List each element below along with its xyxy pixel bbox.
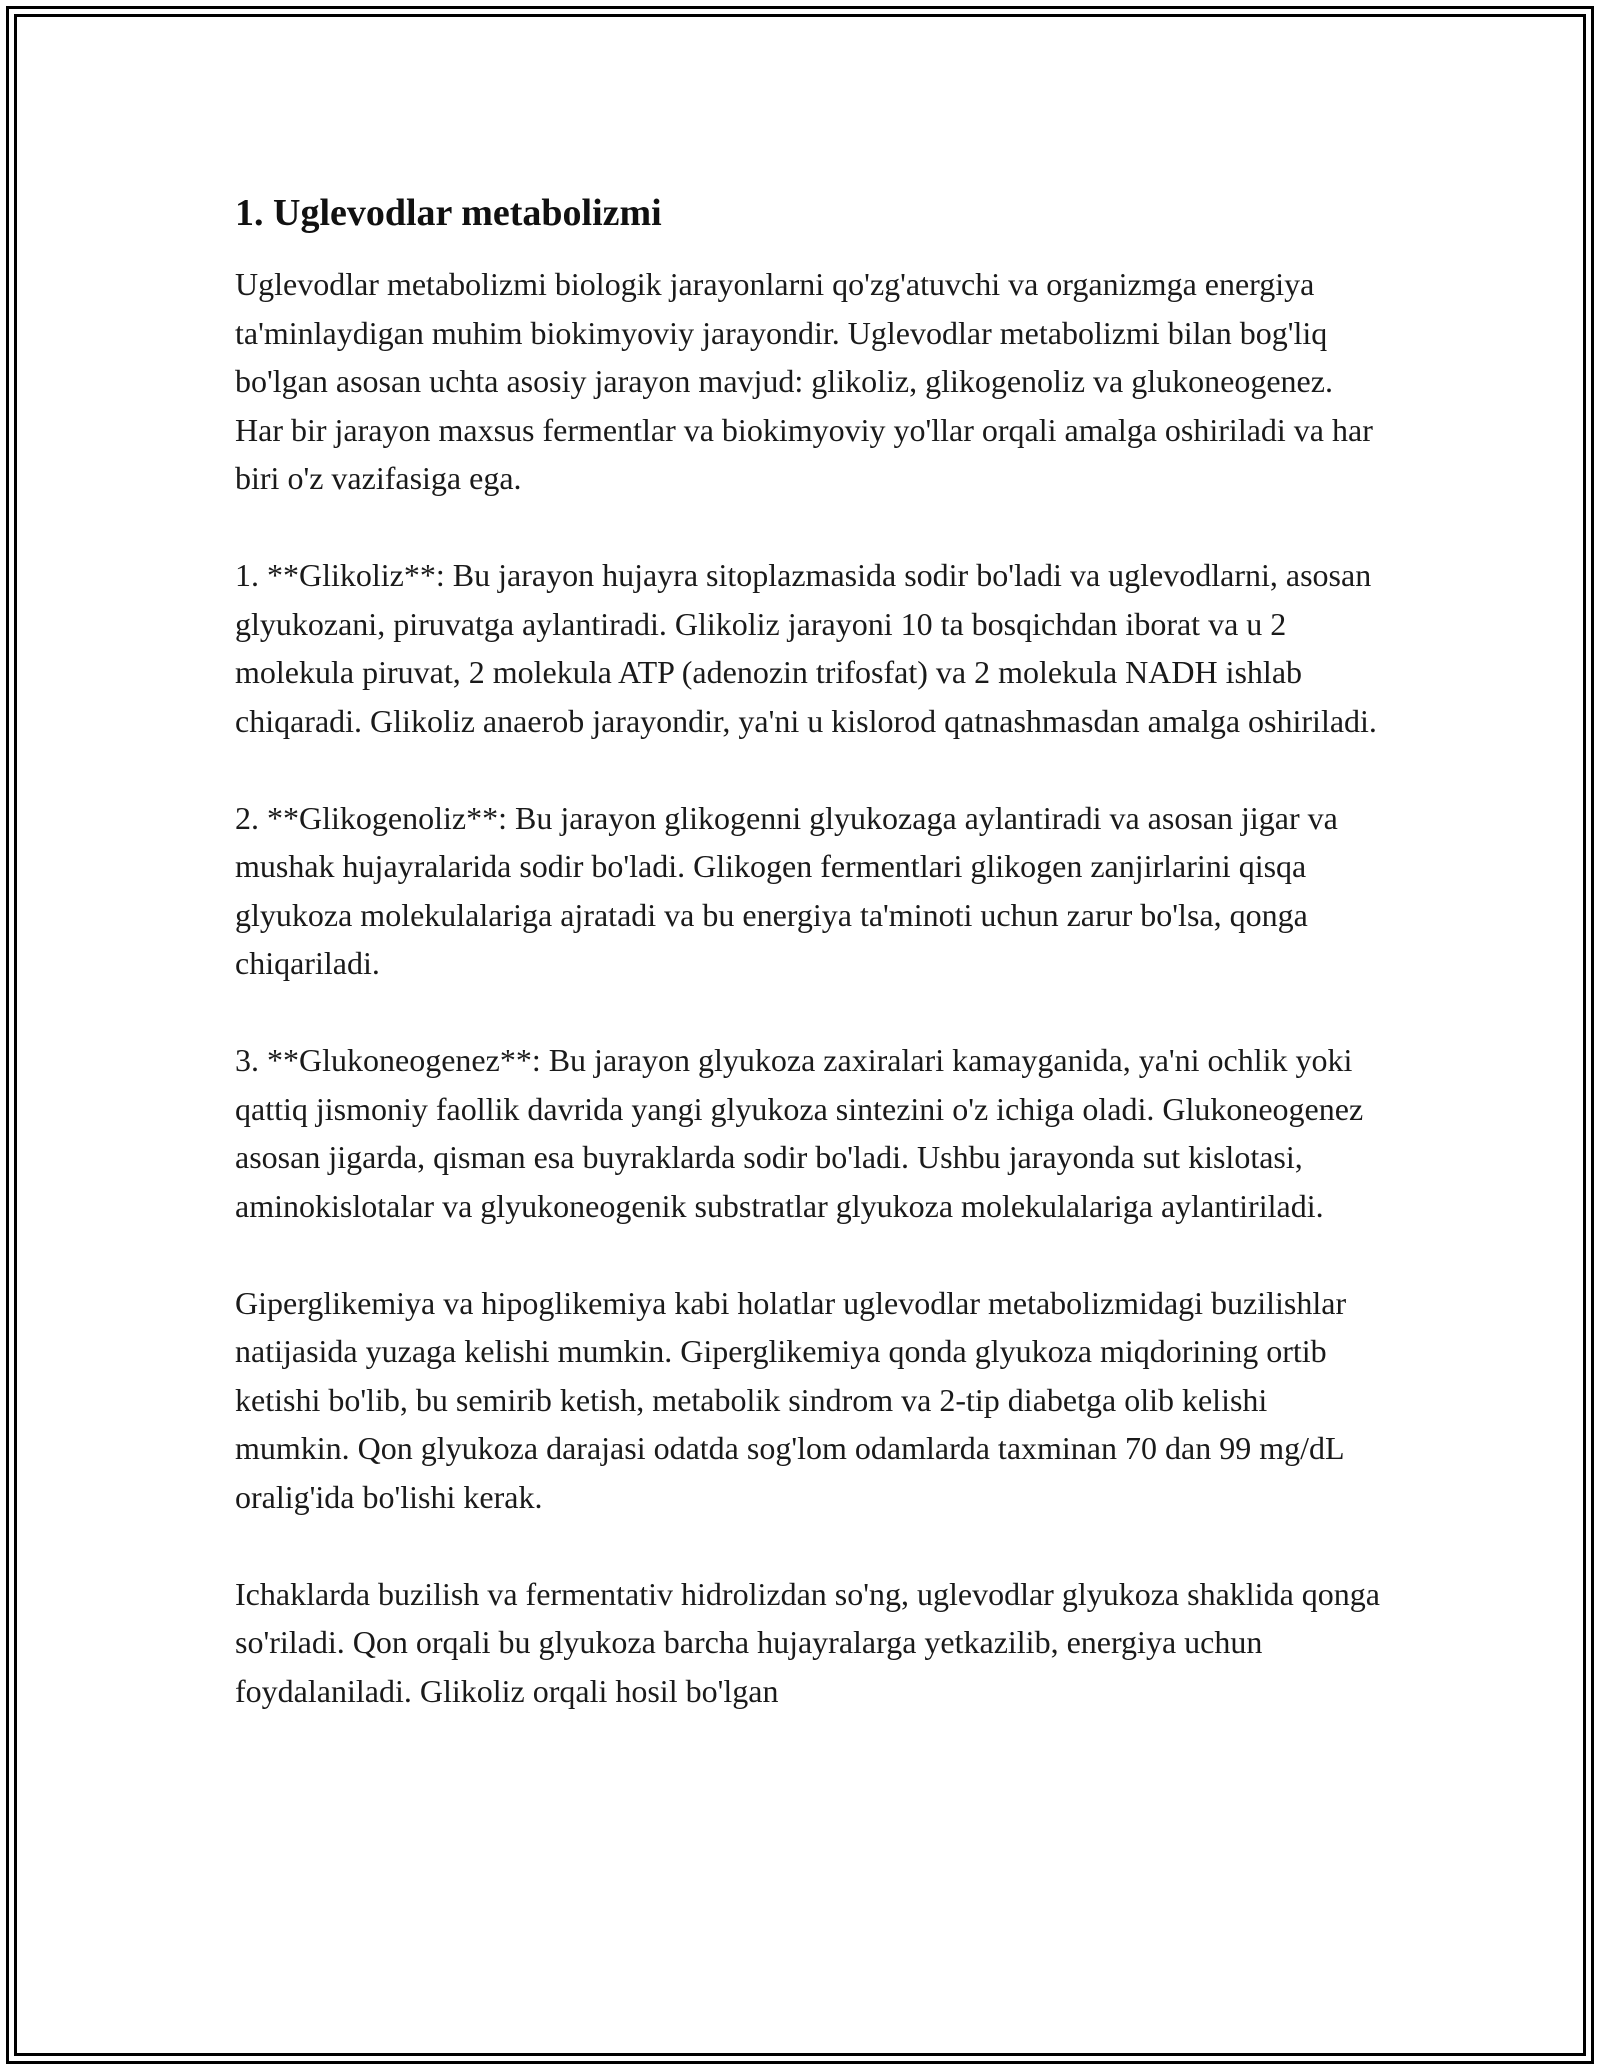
intro-paragraph: Uglevodlar metabolizmi biologik jarayonlarni qo'zg'atuvchi va organizmga energiya ta'minlaydigan muhim biokimyoviy jarayondir. Uglevodlar metabolizmi bilan bog'liq bo'lgan asosan uchta asosiy jarayon mavjud: glikoliz, glikogenoliz va glukoneogenez. Har bir jarayon maxsus fermentlar va biokimyoviy yo'llar orqali amalga oshiriladi va har biri o'z vazifasiga ega.	[235, 266, 1373, 496]
glycogenolysis-paragraph: 2. **Glikogenoliz**: Bu jarayon glikogenni glyukozaga aylantiradi va asosan jigar va mushak hujayralarida sodir bo'ladi. Glikogen fermentlari glikogen zanjirlarini qisqa glyukoza molekulalariga ajratadi va bu energiya ta'minoti uchun zarur bo'lsa, qonga chiqariladi.	[235, 799, 1338, 981]
section-title: 1. Uglevodlar metabolizmi	[235, 192, 662, 234]
gluconeogenesis-paragraph: 3. **Glukoneogenez**: Bu jarayon glyukoza zaxiralari kamayganida, ya'ni ochlik yoki qattiq jismoniy faollik davrida yangi glyukoza sintezini o'z ichiga oladi. Glukoneogenez asosan jigarda, qisman esa buyraklarda sodir bo'ladi. Ushbu jarayonda sut kislotasi, aminokislotalar va glyukoneogenik substratlar glyukoza molekulalariga aylantiriladi.	[235, 1042, 1364, 1224]
glycolysis-paragraph: 1. **Glikoliz**: Bu jarayon hujayra sitoplazmasida sodir bo'ladi va uglevodlarni, asosan glyukozani, piruvatga aylantiradi. Glikoliz jarayoni 10 ta bosqichdan iborat va u 2 molekula piruvat, 2 molekula ATP (adenozin trifosfat) va 2 molekula NADH ishlab chiqaradi. Glikoliz anaerob jarayondir, ya'ni u kislorod qatnashmasdan amalga oshiriladi.	[235, 557, 1377, 739]
hyperglycemia-paragraph: Giperglikemiya va hipoglikemiya kabi holatlar uglevodlar metabolizmidagi buzilishlar natijasida yuzaga kelishi mumkin. Giperglikemiya qonda glyukoza miqdorining ortib ketishi bo'lib, bu semirib ketish, metabolik sindrom va 2-tip diabetga olib kelishi mumkin. Qon glyukoza darajasi odatda sog'lom odamlarda taxminan 70 dan 99 mg/dL oralig'ida bo'lishi kerak.	[235, 1284, 1347, 1515]
absorption-paragraph: Ichaklarda buzilish va fermentativ hidrolizdan so'ng, uglevodlar glyukoza shaklida qonga so'riladi. Qon orqali bu glyukoza barcha hujayralarga yetkazilib, energiya uchun foydalaniladi. Glikoliz orqali hosil bo'lgan	[235, 1575, 1380, 1709]
document-body	[235, 188, 1385, 1764]
